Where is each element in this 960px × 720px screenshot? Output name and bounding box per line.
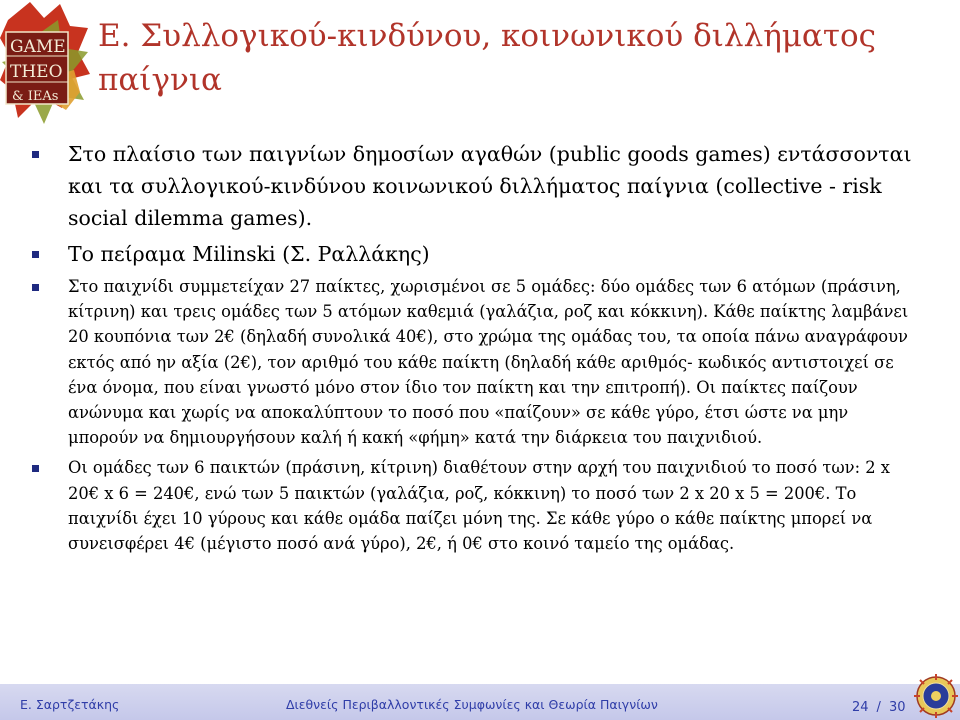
- slide-content: [32, 138, 922, 561]
- footer-course-title: Διεθνείς Περιβαλλοντικές Συμφωνίες και Θεωρία Παιγνίων: [286, 697, 658, 712]
- logo-text-theory: THEO: [10, 62, 63, 82]
- bullet-item: [32, 455, 922, 556]
- square-bullet-icon: [32, 151, 39, 158]
- slide-title-line-2: παίγνια: [98, 62, 222, 98]
- square-bullet-icon: [32, 284, 39, 291]
- page-current: 24: [852, 700, 869, 715]
- bullet-item: [32, 238, 922, 270]
- page-separator: /: [876, 700, 881, 715]
- logo-text-ieas: & IEAs: [12, 89, 59, 104]
- page-total: 30: [888, 700, 906, 715]
- slide-title: [98, 14, 958, 102]
- bullet-item: [32, 274, 922, 450]
- bullet-text: Στο πλαίσιο των παιγνίων δημοσίων αγαθών (public goods games) εντάσσονται και τα συλλογικού-κινδύνου κοινωνικού διλλήματος παίγνια (collective - risk social dilemma games).: [68, 142, 912, 230]
- bullet-text: Το πείραμα Milinski (Σ. Ραλλάκης): [68, 242, 430, 266]
- footer-author: Ε. Σαρτζετάκης: [20, 697, 120, 712]
- bullet-text: Στο παιχνίδι συμμετείχαν 27 παίκτες, χωρισμένοι σε 5 ομάδες: δύο ομάδες των 6 ατόμων (πράσινη, κίτρινη) και τρεις ομάδες των 5 ατόμων καθεμιά (γαλάζια, ροζ και κόκκινη). Κάθε παίκτης λαμβάνει 20 κουπόνια των 2€ (δηλαδή συνολικά 40€), στο χρώμα της ομάδας του, τα οποία πάνω αναγράφουν εκτός από ην αξία (2€), τον αριθμό του κάθε παίκτη (δηλαδή κάθε αριθμός- κωδικός αντιστοιχεί σε ένα όνομα, που είναι γνωστό μόνο στον ίδιο τον παίκτη και την επιτροπή). Οι παίκτες παίζουν ανώνυμα και χωρίς να αποκαλύπτουν το ποσό που «παίζουν» σε κάθε γύρο, έτσι ώστε να μην μπορούν να δημιουργήσουν καλή ή κακή «φήμη» κατά την διάρκεια του παιχνιδιού.: [68, 277, 909, 448]
- bullet-item: [32, 138, 922, 234]
- square-bullet-icon: [32, 465, 39, 472]
- bullet-text: Οι ομάδες των 6 παικτών (πράσινη, κίτρινη) διαθέτουν στην αρχή του παιχνιδιού το ποσό των: 2 x 20€ x 6 = 240€, ενώ των 5 παικτών (γαλάζια, ροζ, κόκκινη) το ποσό των 2 x 20 x 5 = 200€. Το παιχνίδι έχει 10 γύρους και κάθε ομάδα παίζει μόνη της. Σε κάθε γύρο ο κάθε παίκτης μπορεί να συνεισφέρει 4€ (μέγιστο ποσό ανά γύρο), 2€, ή 0€ στο κοινό ταμείο της ομάδας.: [68, 458, 890, 554]
- slide-footer: [0, 684, 960, 720]
- slide-title-line-1: Ε. Συλλογικού-κινδύνου, κοινωνικού διλλήματος: [98, 18, 877, 54]
- university-seal-icon: [914, 672, 958, 718]
- game-theory-logo: [0, 0, 92, 130]
- logo-text-game: GAME: [10, 37, 66, 57]
- square-bullet-icon: [32, 251, 39, 258]
- page-number: [848, 700, 909, 715]
